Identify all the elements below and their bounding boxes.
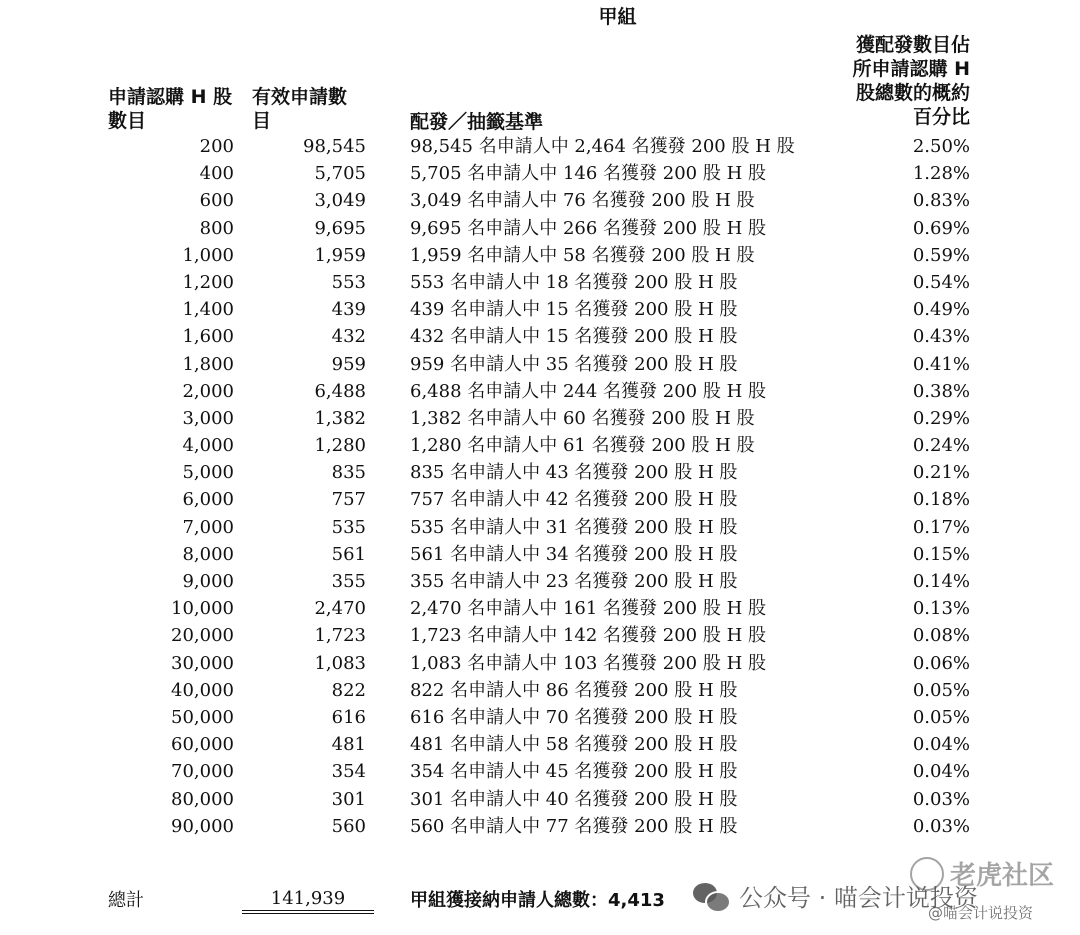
cell-allotment-basis: 1,959 名申請人中 58 名獲發 200 股 H 股 [410, 244, 755, 266]
cell-approx-percentage: 0.29% [912, 407, 970, 429]
cell-applied-shares: 3,000 [182, 407, 234, 429]
cell-applied-shares: 800 [199, 217, 234, 239]
cell-approx-percentage: 0.15% [912, 543, 970, 565]
cell-allotment-basis: 98,545 名申請人中 2,464 名獲發 200 股 H 股 [410, 136, 795, 157]
cell-valid-applications: 439 [331, 299, 366, 321]
cell-applied-shares: 1,000 [182, 244, 234, 266]
cell-allotment-basis: 2,470 名申請人中 161 名獲發 200 股 H 股 [410, 598, 766, 620]
cell-applied-shares: 400 [199, 163, 234, 185]
cell-valid-applications: 1,723 [314, 625, 366, 647]
table-row [0, 269, 1080, 296]
cell-approx-percentage: 0.13% [912, 598, 970, 620]
cell-approx-percentage: 0.03% [912, 815, 970, 837]
header-valid-applications: 有效申請數 目 [252, 86, 348, 132]
cell-valid-applications: 757 [331, 489, 366, 511]
header-allotment-basis: 配發／抽籤基準 [410, 111, 544, 133]
total-label: 總計 [108, 890, 144, 911]
accepted-applicants-total: 甲組獲接納申請人總數：4,413 [410, 890, 665, 911]
cell-applied-shares: 80,000 [171, 788, 234, 810]
table-row [0, 133, 1080, 160]
cell-valid-applications: 432 [331, 326, 366, 348]
cell-approx-percentage: 0.69% [912, 217, 970, 239]
group-title: 甲組 [598, 6, 637, 28]
cell-applied-shares: 1,200 [182, 271, 234, 293]
cell-applied-shares: 10,000 [171, 598, 234, 620]
cell-allotment-basis: 835 名申請人中 43 名獲發 200 股 H 股 [410, 462, 738, 484]
cell-approx-percentage: 0.04% [912, 734, 970, 756]
cell-approx-percentage: 0.49% [912, 299, 970, 321]
cell-valid-applications: 616 [331, 706, 366, 728]
table-row [0, 541, 1080, 568]
cell-allotment-basis: 5,705 名申請人中 146 名獲發 200 股 H 股 [410, 163, 766, 185]
cell-applied-shares: 1,800 [182, 353, 234, 375]
table-row [0, 595, 1080, 622]
allotment-table [0, 133, 1080, 840]
cell-applied-shares: 1,600 [182, 326, 234, 348]
cell-allotment-basis: 301 名申請人中 40 名獲發 200 股 H 股 [410, 788, 738, 810]
cell-allotment-basis: 354 名申請人中 45 名獲發 200 股 H 股 [410, 761, 738, 783]
cell-applied-shares: 30,000 [171, 652, 234, 674]
table-row [0, 704, 1080, 731]
cell-approx-percentage: 0.54% [912, 271, 970, 293]
cell-allotment-basis: 535 名申請人中 31 名獲發 200 股 H 股 [410, 516, 738, 538]
cell-applied-shares: 1,400 [182, 299, 234, 321]
cell-applied-shares: 20,000 [171, 625, 234, 647]
cell-allotment-basis: 560 名申請人中 77 名獲發 200 股 H 股 [410, 815, 738, 837]
table-row [0, 650, 1080, 677]
table-row [0, 813, 1080, 840]
cell-applied-shares: 600 [199, 190, 234, 212]
cell-valid-applications: 2,470 [314, 598, 366, 620]
table-row [0, 323, 1080, 350]
table-row [0, 786, 1080, 813]
watermark-sub-text: @喵会计说投资 [928, 904, 1034, 922]
cell-allotment-basis: 6,488 名申請人中 244 名獲發 200 股 H 股 [410, 380, 766, 402]
cell-approx-percentage: 0.21% [912, 462, 970, 484]
cell-valid-applications: 9,695 [314, 217, 366, 239]
cell-valid-applications: 1,959 [314, 244, 366, 266]
cell-valid-applications: 822 [331, 679, 366, 701]
cell-allotment-basis: 1,382 名申請人中 60 名獲發 200 股 H 股 [410, 407, 755, 429]
cell-valid-applications: 835 [331, 462, 366, 484]
cell-applied-shares: 50,000 [171, 706, 234, 728]
cell-allotment-basis: 1,083 名申請人中 103 名獲發 200 股 H 股 [410, 652, 766, 674]
table-row [0, 296, 1080, 323]
cell-applied-shares: 4,000 [182, 435, 234, 457]
header-approx-percentage: 獲配發數目佔 所申請認購 H 股總數的概約 百分比 [852, 34, 970, 128]
cell-approx-percentage: 2.50% [912, 136, 970, 157]
table-row [0, 459, 1080, 486]
cell-valid-applications: 98,545 [303, 136, 366, 157]
cell-valid-applications: 553 [331, 271, 366, 293]
cell-approx-percentage: 0.38% [912, 380, 970, 402]
wechat-icon [693, 881, 729, 911]
table-row [0, 405, 1080, 432]
cell-valid-applications: 560 [331, 815, 366, 837]
cell-approx-percentage: 0.14% [912, 571, 970, 592]
cell-approx-percentage: 0.05% [912, 679, 970, 701]
table-row [0, 215, 1080, 242]
cell-applied-shares: 90,000 [171, 815, 234, 837]
cell-applied-shares: 9,000 [182, 571, 234, 592]
table-row [0, 242, 1080, 269]
cell-allotment-basis: 9,695 名申請人中 266 名獲發 200 股 H 股 [410, 217, 766, 239]
cell-approx-percentage: 0.18% [912, 489, 970, 511]
cell-approx-percentage: 0.41% [912, 353, 970, 375]
cell-valid-applications: 1,280 [314, 435, 366, 457]
cell-allotment-basis: 3,049 名申請人中 76 名獲發 200 股 H 股 [410, 190, 755, 212]
cell-valid-applications: 301 [331, 788, 366, 810]
cell-approx-percentage: 0.83% [912, 190, 970, 212]
cell-applied-shares: 60,000 [171, 734, 234, 756]
cell-approx-percentage: 0.03% [912, 788, 970, 810]
cell-applied-shares: 2,000 [182, 380, 234, 402]
cell-applied-shares: 200 [199, 136, 234, 157]
cell-approx-percentage: 0.08% [912, 625, 970, 647]
cell-allotment-basis: 757 名申請人中 42 名獲發 200 股 H 股 [410, 489, 738, 511]
cell-valid-applications: 6,488 [314, 380, 366, 402]
cell-allotment-basis: 439 名申請人中 15 名獲發 200 股 H 股 [410, 299, 738, 321]
table-row [0, 378, 1080, 405]
cell-allotment-basis: 481 名申請人中 58 名獲發 200 股 H 股 [410, 734, 738, 756]
table-row [0, 622, 1080, 649]
cell-valid-applications: 355 [331, 571, 366, 592]
cell-applied-shares: 7,000 [182, 516, 234, 538]
cell-valid-applications: 535 [331, 516, 366, 538]
table-row [0, 758, 1080, 785]
cell-approx-percentage: 0.06% [912, 652, 970, 674]
table-row [0, 514, 1080, 541]
cell-applied-shares: 5,000 [182, 462, 234, 484]
cell-valid-applications: 5,705 [314, 163, 366, 185]
cell-allotment-basis: 432 名申請人中 15 名獲發 200 股 H 股 [410, 326, 738, 348]
cell-valid-applications: 561 [331, 543, 366, 565]
watermark-top-text: 老虎社区 [950, 861, 1055, 891]
header-applied-shares: 申請認購 H 股 數目 [108, 86, 233, 132]
cell-allotment-basis: 959 名申請人中 35 名獲發 200 股 H 股 [410, 353, 738, 375]
watermark-main-text: 公众号 · 喵会计说投资 [739, 884, 978, 912]
cell-approx-percentage: 1.28% [912, 163, 970, 185]
cell-approx-percentage: 0.43% [912, 326, 970, 348]
cell-approx-percentage: 0.24% [912, 435, 970, 457]
cell-allotment-basis: 1,723 名申請人中 142 名獲發 200 股 H 股 [410, 625, 766, 647]
cell-allotment-basis: 822 名申請人中 86 名獲發 200 股 H 股 [410, 679, 738, 701]
paw-icon [910, 857, 944, 891]
cell-approx-percentage: 0.05% [912, 706, 970, 728]
table-row [0, 486, 1080, 513]
cell-valid-applications: 481 [331, 734, 366, 756]
cell-allotment-basis: 616 名申請人中 70 名獲發 200 股 H 股 [410, 706, 738, 728]
table-row [0, 432, 1080, 459]
cell-valid-applications: 3,049 [314, 190, 366, 212]
cell-applied-shares: 40,000 [171, 679, 234, 701]
cell-valid-applications: 1,382 [314, 407, 366, 429]
cell-valid-applications: 959 [331, 353, 366, 375]
table-row [0, 187, 1080, 214]
cell-applied-shares: 8,000 [182, 543, 234, 565]
cell-approx-percentage: 0.59% [912, 244, 970, 266]
cell-valid-applications: 1,083 [314, 652, 366, 674]
table-row [0, 731, 1080, 758]
table-row [0, 568, 1080, 595]
cell-allotment-basis: 355 名申請人中 23 名獲發 200 股 H 股 [410, 571, 738, 592]
tiger-community-watermark [910, 855, 1054, 892]
cell-allotment-basis: 561 名申請人中 34 名獲發 200 股 H 股 [410, 543, 738, 565]
cell-applied-shares: 6,000 [182, 489, 234, 511]
table-row [0, 351, 1080, 378]
cell-valid-applications: 354 [331, 761, 366, 783]
cell-approx-percentage: 0.17% [912, 516, 970, 538]
total-value: 141,939 [242, 888, 374, 914]
cell-approx-percentage: 0.04% [912, 761, 970, 783]
cell-allotment-basis: 1,280 名申請人中 61 名獲發 200 股 H 股 [410, 435, 755, 457]
table-row [0, 160, 1080, 187]
table-row [0, 677, 1080, 704]
cell-applied-shares: 70,000 [171, 761, 234, 783]
cell-allotment-basis: 553 名申請人中 18 名獲發 200 股 H 股 [410, 271, 738, 293]
